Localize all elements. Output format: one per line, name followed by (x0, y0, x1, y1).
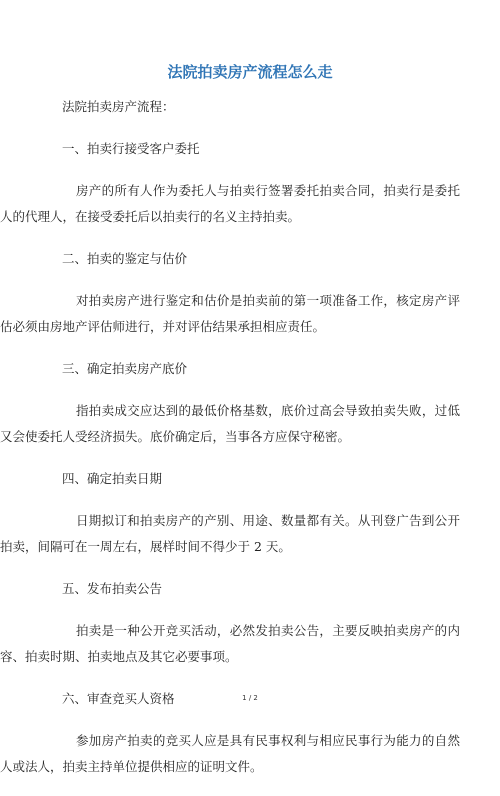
section-heading-1: 一、拍卖行接受客户委托 (62, 141, 200, 156)
section-body-6: 参加房产拍卖的竞买人应是具有民事权利与相应民事行为能力的自然人或法人，拍卖主持单位提供相应的证明文件。 (0, 733, 460, 774)
document-body (0, 94, 460, 796)
section-body-3: 指拍卖成交应达到的最低价格基数，底价过高会导致拍卖失败，过低又会使委托人受经济损失。底价确定后，当事各方应保守秘密。 (0, 403, 460, 444)
page-number: 1 / 2 (242, 694, 258, 702)
section-heading-5: 五、发布拍卖公告 (62, 581, 163, 596)
section-body-5: 拍卖是一种公开竞买活动，必然发拍卖公告，主要反映拍卖房产的内容、拍卖时期、拍卖地点及其它必要事项。 (0, 623, 460, 664)
section-heading-6: 六、审查竞买人资格 (62, 691, 175, 706)
section-body-1: 房产的所有人作为委托人与拍卖行签署委托拍卖合同，拍卖行是委托人的代理人，在接受委托后以拍卖行的名义主持拍卖。 (0, 183, 460, 224)
document-title: 法院拍卖房产流程怎么走 (167, 63, 333, 81)
section-body-4: 日期拟订和拍卖房产的产别、用途、数量都有关。从刊登广告到公开拍卖，间隔可在一周左右，展样时间不得少于 2 天。 (0, 513, 460, 554)
section-body-2: 对拍卖房产进行鉴定和估价是拍卖前的第一项准备工作，核定房产评估必须由房地产评估师进行，并对评估结果承担相应责任。 (0, 293, 460, 334)
section-heading-4: 四、确定拍卖日期 (62, 471, 163, 486)
section-heading-3: 三、确定拍卖房产底价 (62, 361, 188, 376)
intro-text: 法院拍卖房产流程： (62, 99, 175, 114)
section-heading-2: 二、拍卖的鉴定与估价 (62, 251, 188, 266)
